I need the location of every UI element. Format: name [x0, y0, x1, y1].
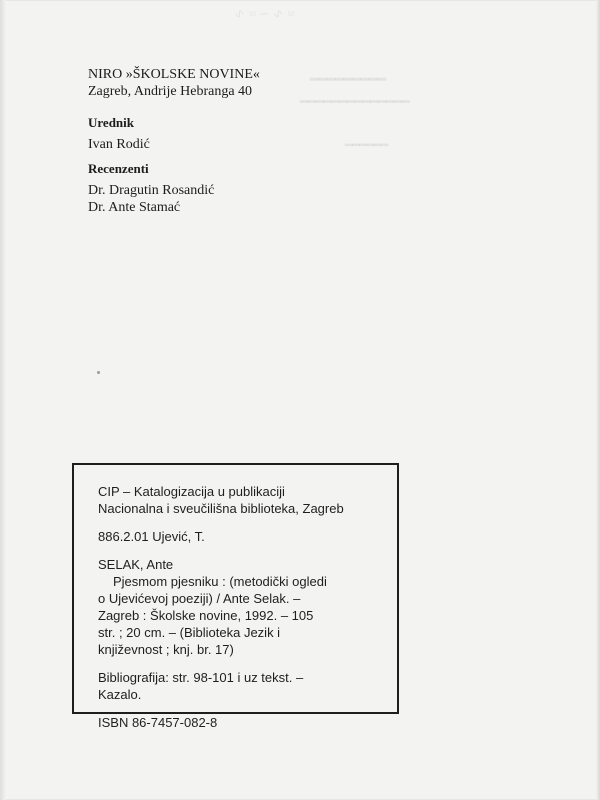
cip-isbn: ISBN 86-7457-082-8	[98, 715, 218, 730]
show-through-mark: ━━━━━━━━━	[310, 73, 386, 88]
show-through-mark: ━━━━━━	[345, 138, 389, 152]
cip-description-line: književnost ; knj. br. 17)	[98, 642, 234, 657]
cip-description-line: o Ujevićevoj poeziji) / Ante Selak. –	[98, 591, 301, 606]
editor-name: Ivan Rodić	[88, 137, 150, 152]
publisher-name: NIRO »ŠKOLSKE NOVINE«	[88, 67, 260, 82]
cip-description-line: Pjesmom pjesniku : (metodički ogledi	[113, 574, 327, 589]
editor-section	[88, 114, 150, 153]
paper-edge-right	[596, 0, 600, 800]
cip-description-line: Zagreb : Školske novine, 1992. – 105	[98, 608, 314, 623]
publisher-address: Zagreb, Andrije Hebranga 40	[88, 84, 253, 99]
cip-classification: 886.2.01 Ujević, T.	[98, 529, 205, 544]
reviewers-label: Recenzenti	[88, 161, 149, 176]
paper-edge-left	[0, 0, 6, 800]
reviewer-name: Dr. Ante Stamać	[88, 200, 181, 215]
reviewer-name: Dr. Dragutin Rosandić	[88, 183, 215, 198]
cip-record	[98, 483, 390, 731]
show-through-mark: ━━━━━━━━━━━━━━	[300, 94, 410, 109]
editor-label: Urednik	[88, 115, 134, 130]
publisher-block	[88, 66, 260, 100]
cip-heading: CIP – Katalogizacija u publikaciji	[98, 484, 285, 499]
cip-author: SELAK, Ante	[98, 557, 174, 572]
show-through-mark: ≈ ∿ ∼ ≈ ∿	[235, 6, 295, 21]
cip-heading: Nacionalna i sveučilišna biblioteka, Zagreb	[98, 501, 344, 516]
cip-bibliography: Bibliografija: str. 98-101 i uz tekst. –	[98, 670, 304, 685]
paper-speck	[97, 371, 100, 374]
reviewers-section	[88, 160, 214, 216]
cip-record-box	[72, 463, 399, 730]
cip-bibliography: Kazalo.	[98, 687, 142, 702]
cip-description-line: str. ; 20 cm. – (Biblioteka Jezik i	[98, 625, 281, 640]
